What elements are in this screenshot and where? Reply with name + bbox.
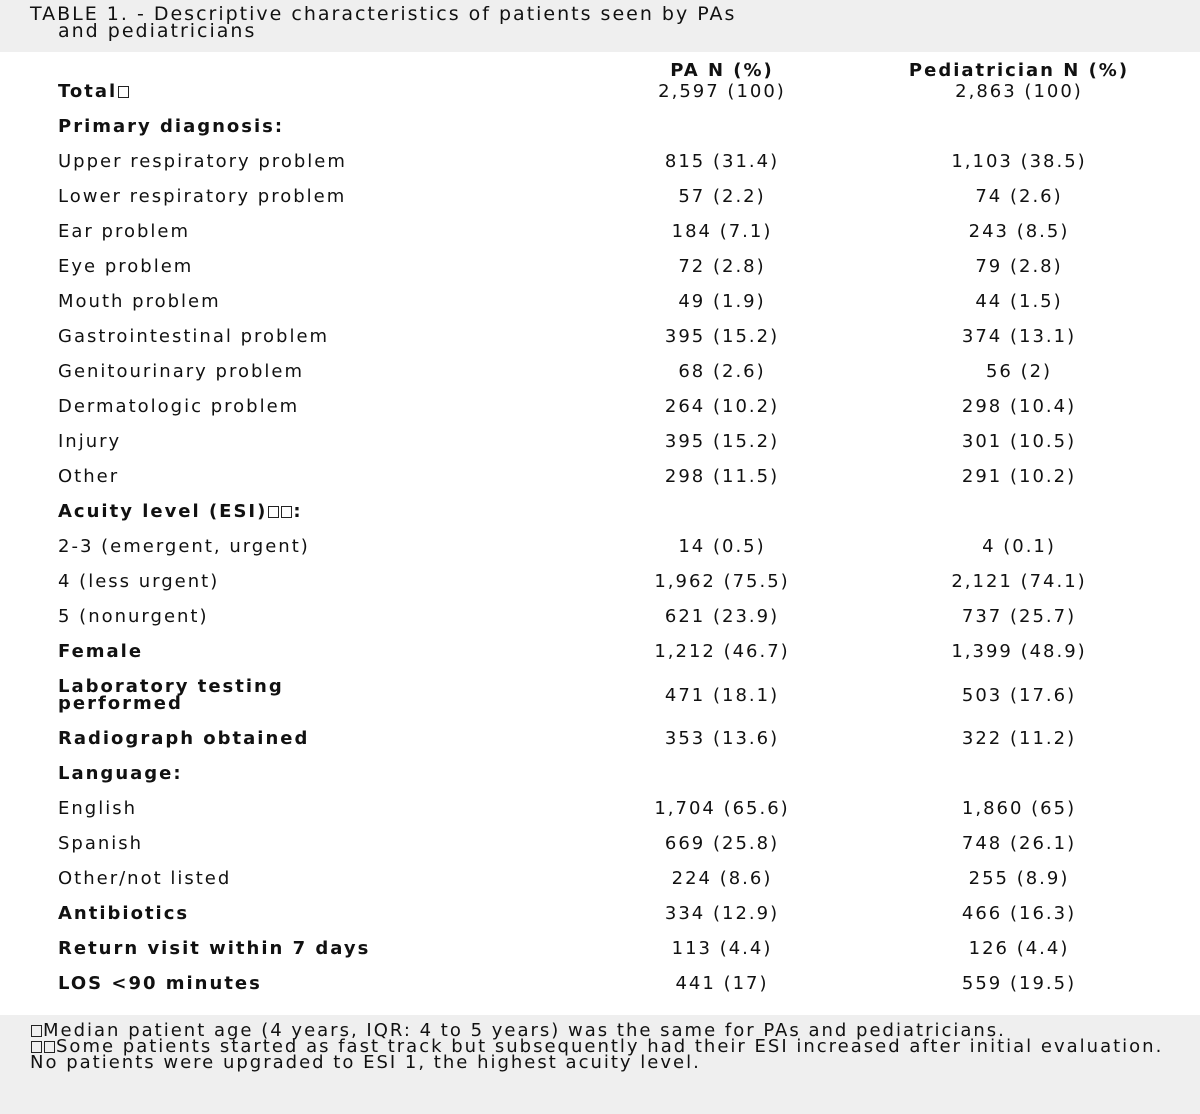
- ped-value: 374 (13.1): [961, 326, 1077, 347]
- ped-value: [826, 494, 1190, 529]
- pa-value: [596, 494, 826, 529]
- pa-value: 441 (17): [675, 973, 769, 994]
- pa-value: 669 (25.8): [664, 833, 780, 854]
- row-label: Lower respiratory problem: [58, 186, 347, 207]
- footnote-marker-icon: [268, 506, 279, 518]
- pa-value: 621 (23.9): [664, 606, 780, 627]
- pa-value: 113 (4.4): [671, 938, 773, 959]
- section-label: Primary diagnosis:: [58, 116, 285, 137]
- pa-value: 395 (15.2): [664, 326, 780, 347]
- caption-line-2: and pediatricians: [58, 20, 257, 42]
- table-row: [36, 529, 1190, 564]
- pa-value: 184 (7.1): [671, 221, 773, 242]
- ped-value: 243 (8.5): [968, 221, 1070, 242]
- row-label: Female: [58, 641, 144, 662]
- caption-line-1: TABLE 1. - Descriptive characteristics of patients seen by PAs: [30, 3, 737, 25]
- pa-value: [596, 756, 826, 791]
- table-row: [36, 634, 1190, 669]
- footnote-marker-icon: [118, 86, 129, 98]
- table-row: [36, 599, 1190, 634]
- table-row: [36, 214, 1190, 249]
- table-caption: [0, 0, 1200, 52]
- row-label: Mouth problem: [58, 291, 221, 312]
- row-label: Total: [36, 81, 596, 109]
- ped-value: 79 (2.8): [975, 256, 1063, 277]
- row-label: Antibiotics: [58, 903, 190, 924]
- ped-value: 559 (19.5): [961, 973, 1077, 994]
- table-row: [36, 896, 1190, 931]
- pa-value: 68 (2.6): [678, 361, 766, 382]
- header-pediatrician: Pediatrician N (%): [908, 60, 1130, 81]
- table-row: [36, 791, 1190, 826]
- table-row: [36, 179, 1190, 214]
- ped-value: 1,860 (65): [961, 798, 1077, 819]
- header-blank: [36, 55, 596, 81]
- table-row: [36, 861, 1190, 896]
- table-row: [36, 249, 1190, 284]
- pa-value: 224 (8.6): [671, 868, 773, 889]
- ped-value: 126 (4.4): [968, 938, 1070, 959]
- row-label: Spanish: [58, 833, 144, 854]
- ped-value: 74 (2.6): [975, 186, 1063, 207]
- row-label: Laboratory testing performed: [58, 676, 284, 714]
- ped-value: 44 (1.5): [975, 291, 1063, 312]
- table-row: [36, 424, 1190, 459]
- pa-value: 72 (2.8): [678, 256, 766, 277]
- table-row: [36, 354, 1190, 389]
- pa-value: [596, 109, 826, 144]
- table-row: [36, 931, 1190, 966]
- row-label: Return visit within 7 days: [58, 938, 371, 959]
- row-label: 2-3 (emergent, urgent): [58, 536, 310, 557]
- pa-value: 49 (1.9): [678, 291, 766, 312]
- ped-value: 255 (8.9): [968, 868, 1070, 889]
- table-row: [36, 756, 1190, 791]
- table-row: [36, 721, 1190, 756]
- table-row: [36, 389, 1190, 424]
- characteristics-table: [36, 55, 1190, 1001]
- row-label: Other/not listed: [58, 868, 232, 889]
- pa-value: 298 (11.5): [664, 466, 780, 487]
- row-label: Eye problem: [58, 256, 194, 277]
- ped-value: 466 (16.3): [961, 903, 1077, 924]
- pa-value: 2,597 (100): [658, 81, 786, 102]
- ped-value: 1,103 (38.5): [951, 151, 1087, 172]
- table-row: [36, 669, 1190, 721]
- pa-value: 1,962 (75.5): [654, 571, 790, 592]
- pa-value: 334 (12.9): [664, 903, 780, 924]
- footnote-2: Some patients started as fast track but subsequently had their ESI increased after initial evaluation. No patients were upgraded to ESI 1, the highest acuity level.: [30, 1036, 1164, 1073]
- ped-value: 2,863 (100): [955, 81, 1083, 102]
- ped-value: 301 (10.5): [961, 431, 1077, 452]
- table-row: [36, 459, 1190, 494]
- row-label: Gastrointestinal problem: [58, 326, 330, 347]
- row-label: Injury: [58, 431, 122, 452]
- row-label: Ear problem: [58, 221, 191, 242]
- ped-value: [826, 109, 1190, 144]
- row-label: 4 (less urgent): [58, 571, 220, 592]
- ped-value: 291 (10.2): [961, 466, 1077, 487]
- ped-value: [826, 756, 1190, 791]
- row-label: English: [58, 798, 137, 819]
- section-label: Acuity level (ESI) :: [58, 501, 303, 522]
- row-label: 5 (nonurgent): [58, 606, 209, 627]
- table-row: [36, 564, 1190, 599]
- ped-value: 737 (25.7): [961, 606, 1077, 627]
- table-row: [36, 966, 1190, 1001]
- table-row: [36, 284, 1190, 319]
- ped-value: 56 (2): [985, 361, 1053, 382]
- pa-value: 14 (0.5): [678, 536, 766, 557]
- pa-value: 1,212 (46.7): [654, 641, 790, 662]
- row-label: Genitourinary problem: [58, 361, 305, 382]
- table-row: [36, 81, 1190, 109]
- table-row: [36, 494, 1190, 529]
- ped-value: 748 (26.1): [961, 833, 1077, 854]
- header-pa: PA N (%): [670, 60, 774, 81]
- row-label: Radiograph obtained: [58, 728, 310, 749]
- ped-value: 4 (0.1): [982, 536, 1056, 557]
- table-row: [36, 826, 1190, 861]
- row-label: LOS <90 minutes: [58, 973, 262, 994]
- table-row: [36, 319, 1190, 354]
- ped-value: 322 (11.2): [961, 728, 1077, 749]
- row-label: Dermatologic problem: [58, 396, 300, 417]
- table-header-row: [36, 55, 1190, 81]
- row-label: Upper respiratory problem: [58, 151, 347, 172]
- pa-value: 471 (18.1): [664, 684, 780, 706]
- row-label: Other: [58, 466, 120, 487]
- pa-value: 264 (10.2): [664, 396, 780, 417]
- table-row: [36, 109, 1190, 144]
- ped-value: 1,399 (48.9): [951, 641, 1087, 662]
- table-footnotes: [0, 1015, 1200, 1114]
- footnote-marker-icon: [31, 1025, 42, 1037]
- ped-value: 503 (17.6): [961, 684, 1077, 706]
- section-label: Language:: [58, 763, 183, 784]
- pa-value: 1,704 (65.6): [654, 798, 790, 819]
- footnote-1: Median patient age (4 years, IQR: 4 to 5 years) was the same for PAs and pediatricians.: [30, 1023, 1170, 1039]
- ped-value: 2,121 (74.1): [951, 571, 1087, 592]
- pa-value: 395 (15.2): [664, 431, 780, 452]
- pa-value: 57 (2.2): [678, 186, 766, 207]
- pa-value: 815 (31.4): [664, 151, 780, 172]
- table-row: [36, 144, 1190, 179]
- footnote-marker-icon: [281, 506, 292, 518]
- ped-value: 298 (10.4): [961, 396, 1077, 417]
- pa-value: 353 (13.6): [664, 728, 780, 749]
